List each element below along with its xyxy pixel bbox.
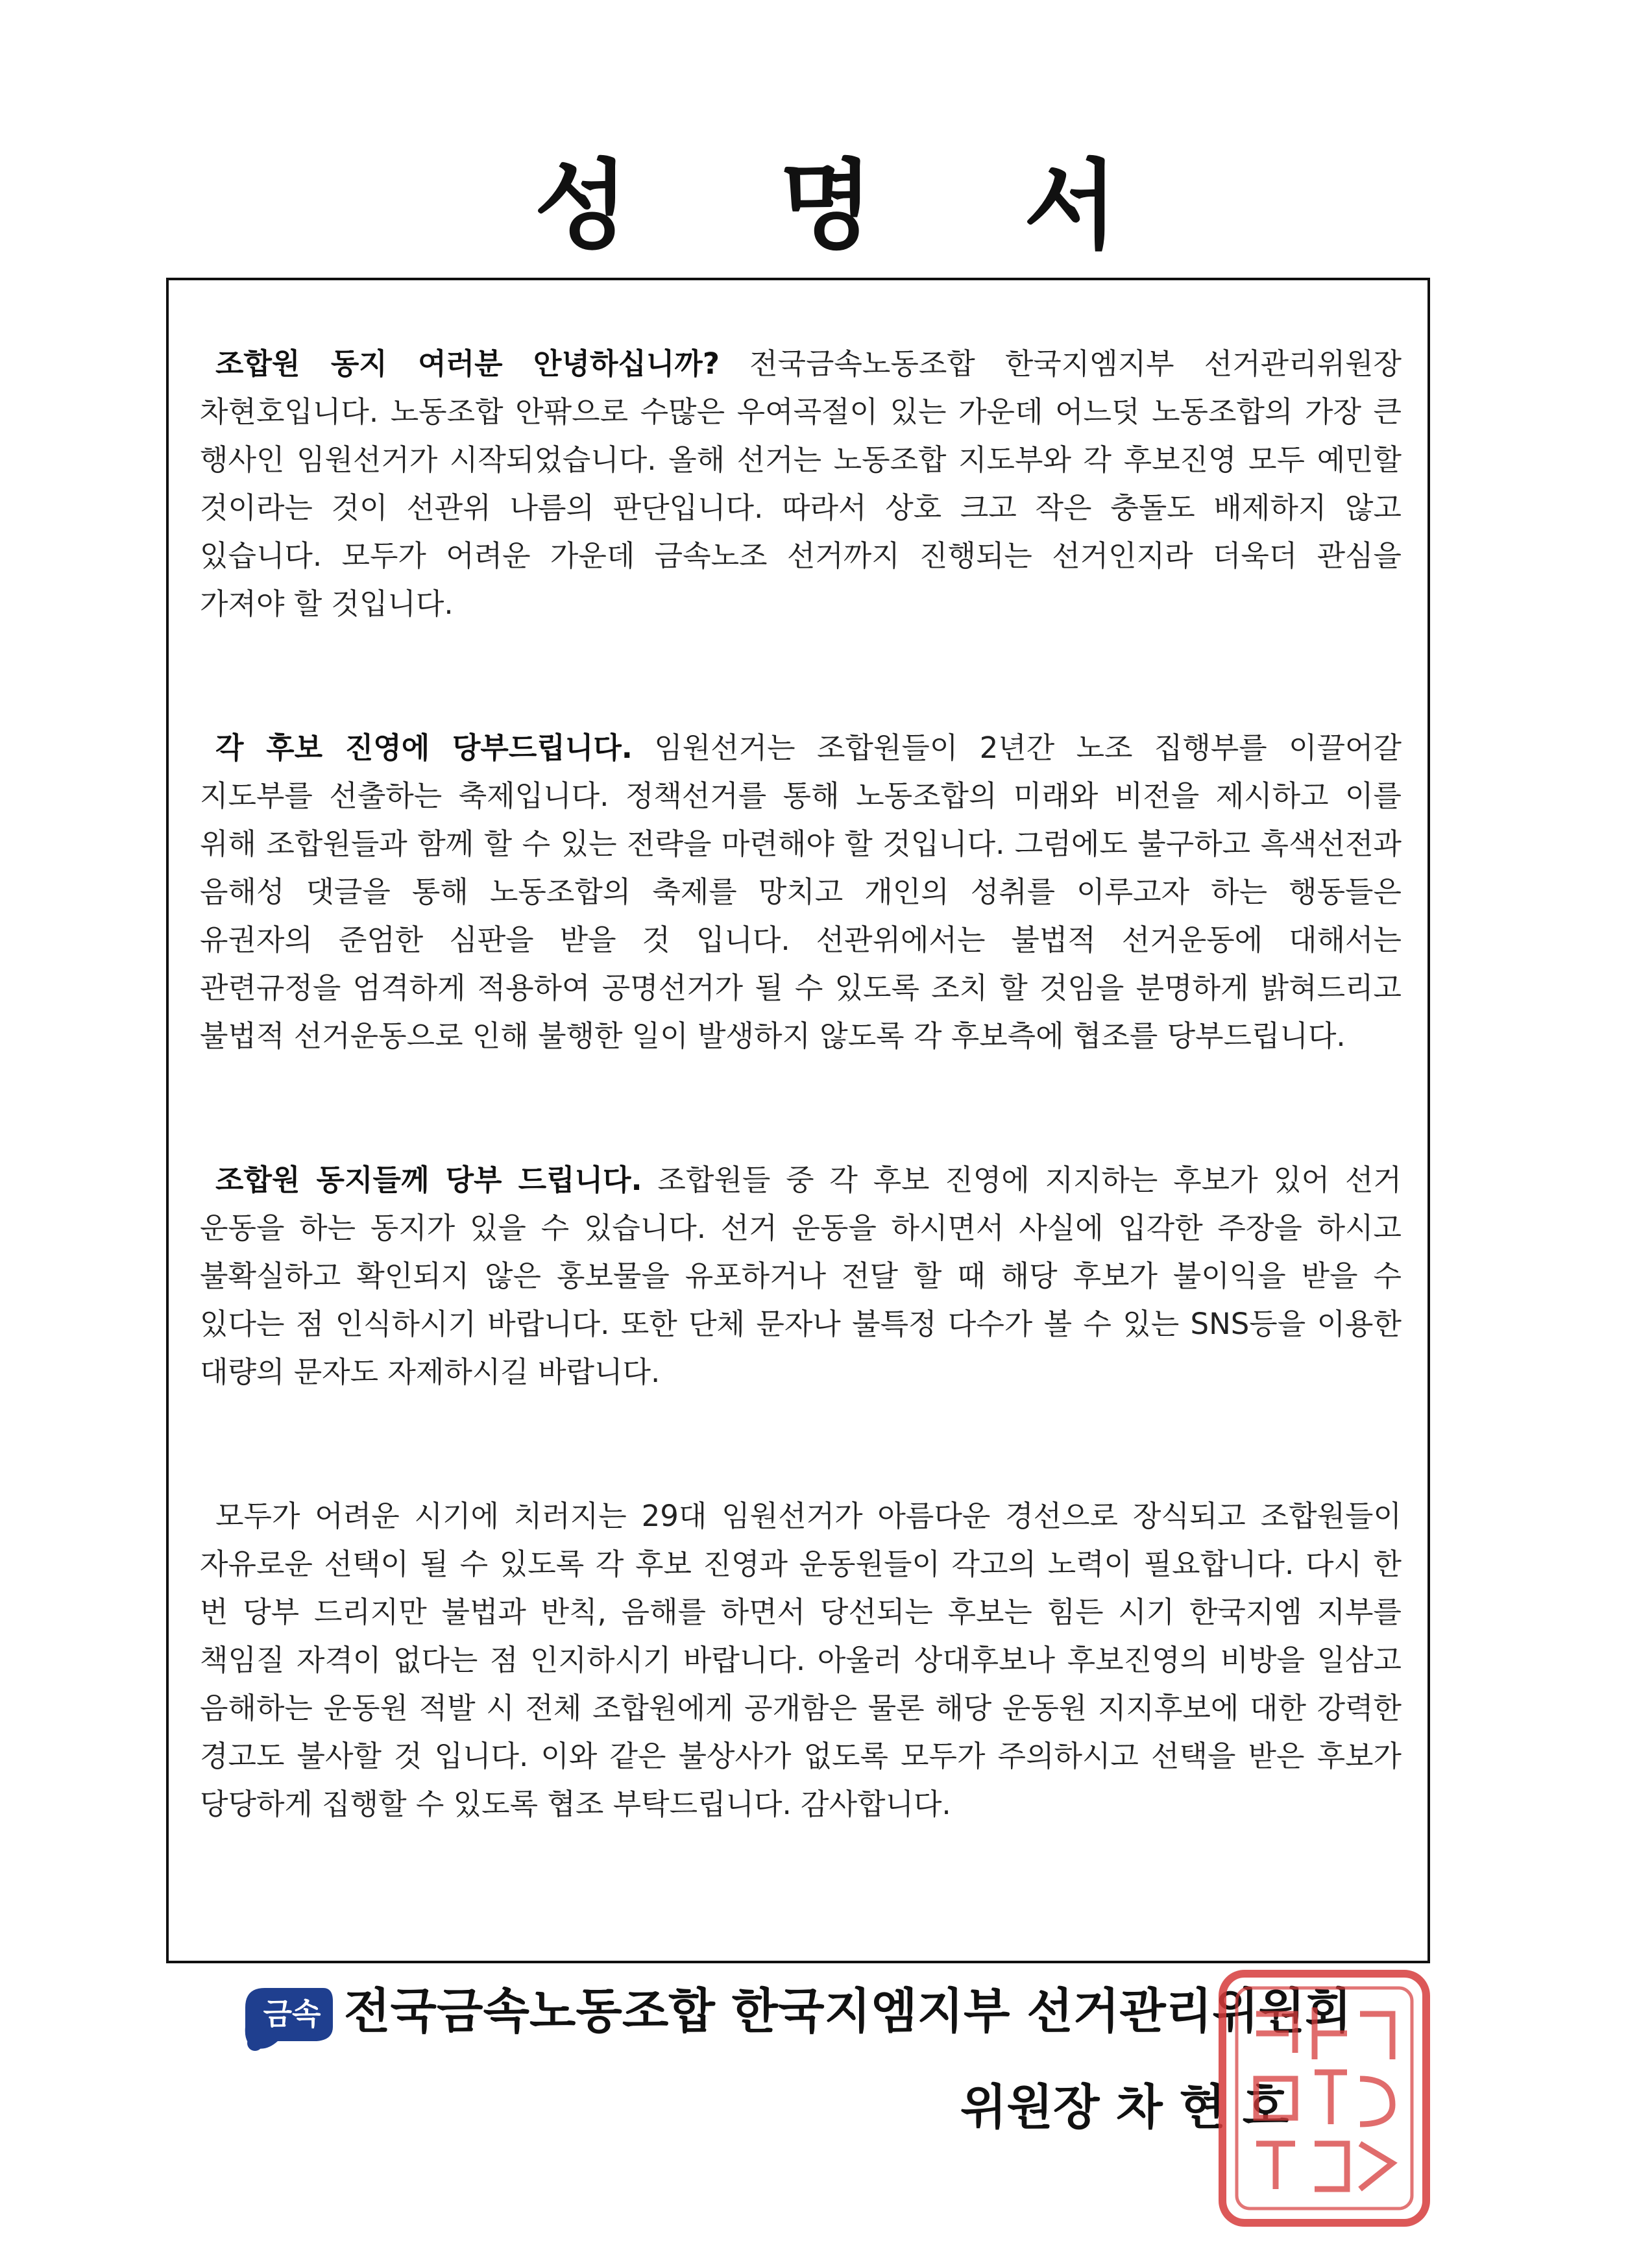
organization-label: 전국금속노동조합 한국지엠지부 선거관리위원회 bbox=[344, 1983, 1352, 2039]
paragraph-candidates bbox=[200, 724, 1402, 1060]
paragraph-greeting bbox=[200, 340, 1402, 628]
logo-text: 금속 bbox=[263, 1996, 321, 2031]
paragraph-closing bbox=[200, 1492, 1402, 1828]
document-title: 성 명 서 bbox=[534, 150, 1176, 263]
statement-box bbox=[166, 278, 1430, 1963]
paragraph-lead: 조합원 동지들께 당부 드립니다. bbox=[215, 1163, 642, 1197]
paragraph-lead: 조합원 동지 여러분 안녕하십니까? bbox=[215, 346, 720, 381]
paragraph-members bbox=[200, 1156, 1402, 1396]
paragraph-text: 임원선거는 조합원들이 2년간 노조 집행부를 이끌어갈 지도부를 선출하는 축제입니다. 정책선거를 통해 노동조합의 미래와 비전을 제시하고 이를 위해 조합원들과 함께 할 수 있는 전략을 마련해야 할 것입니다. 그럼에도 불구하고 흑색선전과 음해성 댓글을 통해 노동조합의 축제를 망치고 개인의 성취를 이루고자 하는 행동들은 유권자의 준엄한 심판을 받을 것 입니다. 선관위에서는 불법적 선거운동에 대해서는 관련규정을 엄격하게 적용하여 공명선거가 될 수 있도록 조치 할 것임을 분명하게 밝혀드리고 불법적 선거운동으로 인해 불행한 일이 발생하지 않도록 각 후보측에 협조를 당부드립니다. bbox=[200, 731, 1402, 1053]
chairman-signature: 위원장 차 현 호 bbox=[960, 2079, 1289, 2135]
paragraph-text: 조합원들 중 각 후보 진영에 지지하는 후보가 있어 선거 운동을 하는 동지가 있을 수 있습니다. 선거 운동을 하시면서 사실에 입각한 주장을 하시고 불확실하고 확인되지 않은 홍보물을 유포하거나 전달 할 때 해당 후보가 불이익을 받을 수 있다는 점 인식하시기 바랍니다. 또한 단체 문자나 불특정 다수가 볼 수 있는 SNS등을 이용한 대량의 문자도 자제하시길 바랍니다. bbox=[200, 1163, 1402, 1389]
statement-body bbox=[200, 340, 1402, 1828]
paragraph-text: 전국금속노동조합 한국지엠지부 선거관리위원장 차현호입니다. 노동조합 안팎으로 수많은 우여곡절이 있는 가운데 어느덧 노동조합의 가장 큰 행사인 임원선거가 시작되었습니다. 올해 선거는 노동조합 지도부와 각 후보진영 모두 예민할 것이라는 것이 선관위 나름의 판단입니다. 따라서 상호 크고 작은 충돌도 배제하지 않고 있습니다. 모두가 어려운 가운데 금속노조 선거까지 진행되는 선거인지라 더욱더 관심을 가져야 할 것입니다. bbox=[200, 346, 1402, 621]
paragraph-lead: 각 후보 진영에 당부드립니다. bbox=[215, 731, 633, 765]
official-seal-icon bbox=[1217, 1968, 1431, 2228]
paragraph-text: 모두가 어려운 시기에 치러지는 29대 임원선거가 아름다운 경선으로 장식되고 조합원들이 자유로운 선택이 될 수 있도록 각 후보 진영과 운동원들이 각고의 노력이 필요합니다. 다시 한 번 당부 드리지만 불법과 반칙, 음해를 하면서 당선되는 후보는 힘든 시기 한국지엠 지부를 책임질 자격이 없다는 점 인지하시기 바랍니다. 아울러 상대후보나 후보진영의 비방을 일삼고 음해하는 운동원 적발 시 전체 조합원에게 공개함은 물론 해당 운동원 지지후보에 대한 강력한 경고도 불사할 것 입니다. 이와 같은 불상사가 없도록 모두가 주의하시고 선택을 받은 후보가 당당하게 집행할 수 있도록 협조 부탁드립니다. 감사합니다. bbox=[200, 1499, 1402, 1821]
